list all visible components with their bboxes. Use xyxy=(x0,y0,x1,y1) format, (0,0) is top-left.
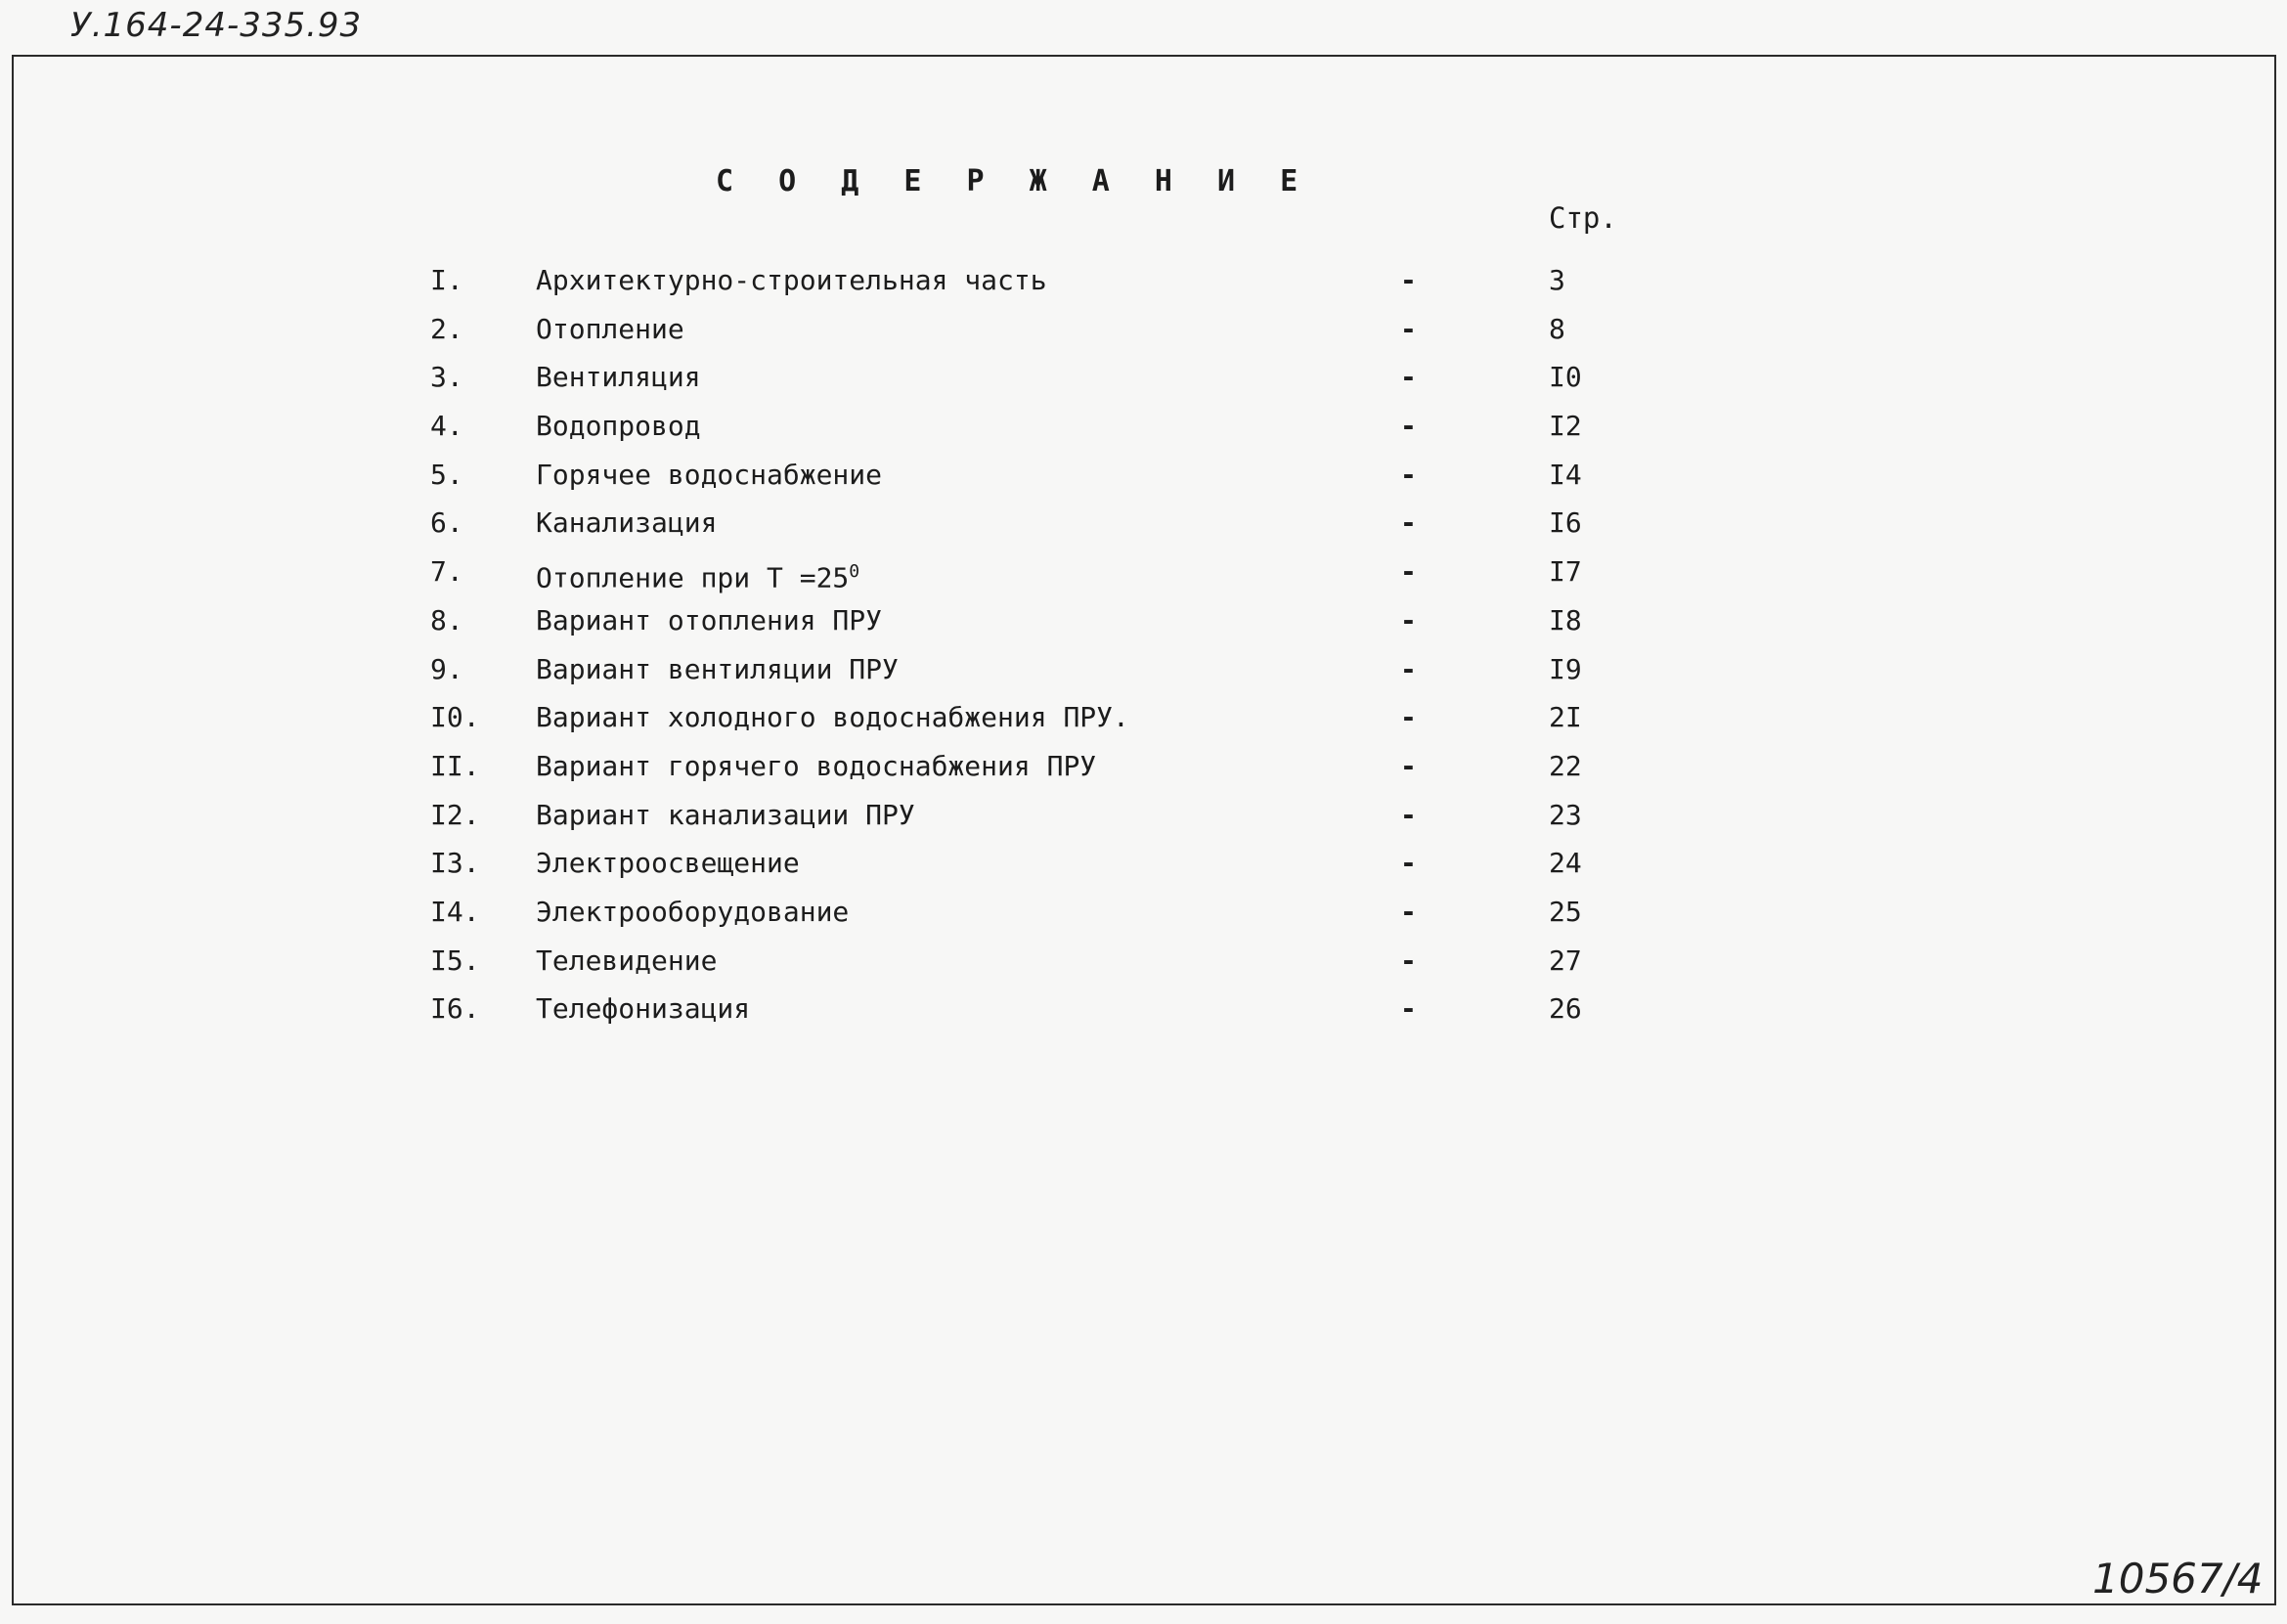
toc-row xyxy=(0,888,2287,937)
toc-item-page: I6 xyxy=(1549,506,1582,540)
toc-row xyxy=(0,742,2287,791)
toc-item-page: I2 xyxy=(1549,410,1582,443)
table-of-contents xyxy=(0,256,2287,1033)
toc-dash: - xyxy=(1400,555,1417,589)
toc-item-title: Электрооборудование xyxy=(536,895,850,928)
toc-item-number: I5. xyxy=(430,944,480,977)
toc-item-title: Электроосвещение xyxy=(536,847,800,880)
toc-item-number: 3. xyxy=(430,361,463,394)
toc-item-number: I4. xyxy=(430,895,480,928)
page-title: С О Д Е Р Ж А Н И Е xyxy=(716,164,1312,198)
toc-dash: - xyxy=(1400,944,1417,977)
toc-item-page: I4 xyxy=(1549,458,1582,491)
toc-item-page: 8 xyxy=(1549,312,1565,345)
toc-row xyxy=(0,548,2287,596)
toc-dash: - xyxy=(1400,603,1417,636)
toc-item-title: Телефонизация xyxy=(536,992,751,1026)
toc-item-title: Канализация xyxy=(536,506,718,540)
toc-item-page: 27 xyxy=(1549,944,1582,977)
toc-item-page: I0 xyxy=(1549,361,1582,394)
toc-row xyxy=(0,937,2287,986)
toc-item-page: 22 xyxy=(1549,749,1582,782)
toc-row xyxy=(0,402,2287,451)
toc-item-number: 7. xyxy=(430,555,463,589)
sheet-number: 10567/4 xyxy=(2092,1555,2264,1602)
toc-item-number: II. xyxy=(430,749,480,782)
toc-row xyxy=(0,353,2287,402)
toc-item-title: Вариант отопления ПРУ xyxy=(536,603,883,636)
toc-item-number: I6. xyxy=(430,992,480,1026)
toc-dash: - xyxy=(1400,361,1417,394)
toc-dash: - xyxy=(1400,264,1417,296)
toc-row xyxy=(0,693,2287,742)
toc-item-number: I2. xyxy=(430,798,480,831)
toc-row xyxy=(0,256,2287,305)
toc-item-title: Архитектурно-строительная часть xyxy=(536,264,1047,296)
toc-row xyxy=(0,596,2287,645)
toc-dash: - xyxy=(1400,410,1417,443)
toc-item-title: Отопление xyxy=(536,312,684,345)
toc-item-title: Горячее водоснабжение xyxy=(536,458,883,491)
toc-item-number: 4. xyxy=(430,410,463,443)
toc-item-number: 6. xyxy=(430,506,463,540)
toc-dash: - xyxy=(1400,895,1417,928)
toc-item-page: I9 xyxy=(1549,652,1582,685)
toc-item-page: 26 xyxy=(1549,992,1582,1026)
toc-dash: - xyxy=(1400,312,1417,345)
toc-item-page: I7 xyxy=(1549,555,1582,589)
toc-row xyxy=(0,791,2287,840)
toc-item-page: 23 xyxy=(1549,798,1582,831)
toc-item-page: 25 xyxy=(1549,895,1582,928)
degree-superscript: 0 xyxy=(849,561,860,583)
toc-item-title: Отопление при Т =25 xyxy=(536,561,850,594)
toc-item-page: 2I xyxy=(1549,701,1582,734)
toc-dash: - xyxy=(1400,847,1417,880)
toc-item-title: Водопровод xyxy=(536,410,701,443)
toc-row xyxy=(0,839,2287,888)
toc-item-title: Телевидение xyxy=(536,944,718,977)
toc-item-number: 9. xyxy=(430,652,463,685)
toc-dash: - xyxy=(1400,458,1417,491)
toc-row xyxy=(0,451,2287,500)
toc-item-title: Вентиляция xyxy=(536,361,701,394)
toc-item-title-wrapper xyxy=(536,548,859,602)
toc-item-page: I8 xyxy=(1549,603,1582,636)
toc-item-page: 24 xyxy=(1549,847,1582,880)
toc-item-title: Вариант горячего водоснабжения ПРУ xyxy=(536,749,1097,782)
toc-dash: - xyxy=(1400,506,1417,540)
document-code: У.164-24-335.93 xyxy=(70,6,363,45)
toc-row xyxy=(0,305,2287,354)
toc-row xyxy=(0,985,2287,1033)
toc-dash: - xyxy=(1400,992,1417,1026)
toc-item-title: Вариант канализации ПРУ xyxy=(536,798,915,831)
toc-dash: - xyxy=(1400,652,1417,685)
toc-item-title: Вариант вентиляции ПРУ xyxy=(536,652,899,685)
toc-row xyxy=(0,645,2287,694)
toc-row xyxy=(0,499,2287,548)
toc-dash: - xyxy=(1400,749,1417,782)
toc-item-number: I0. xyxy=(430,701,480,734)
toc-item-number: 5. xyxy=(430,458,463,491)
toc-item-number: I. xyxy=(430,264,463,296)
toc-item-number: 8. xyxy=(430,603,463,636)
toc-dash: - xyxy=(1400,798,1417,831)
toc-item-page: 3 xyxy=(1549,264,1565,296)
page-column-header: Стр. xyxy=(1549,201,1617,235)
toc-item-title: Вариант холодного водоснабжения ПРУ. xyxy=(536,701,1129,734)
toc-item-number: I3. xyxy=(430,847,480,880)
toc-item-number: 2. xyxy=(430,312,463,345)
toc-dash: - xyxy=(1400,701,1417,734)
